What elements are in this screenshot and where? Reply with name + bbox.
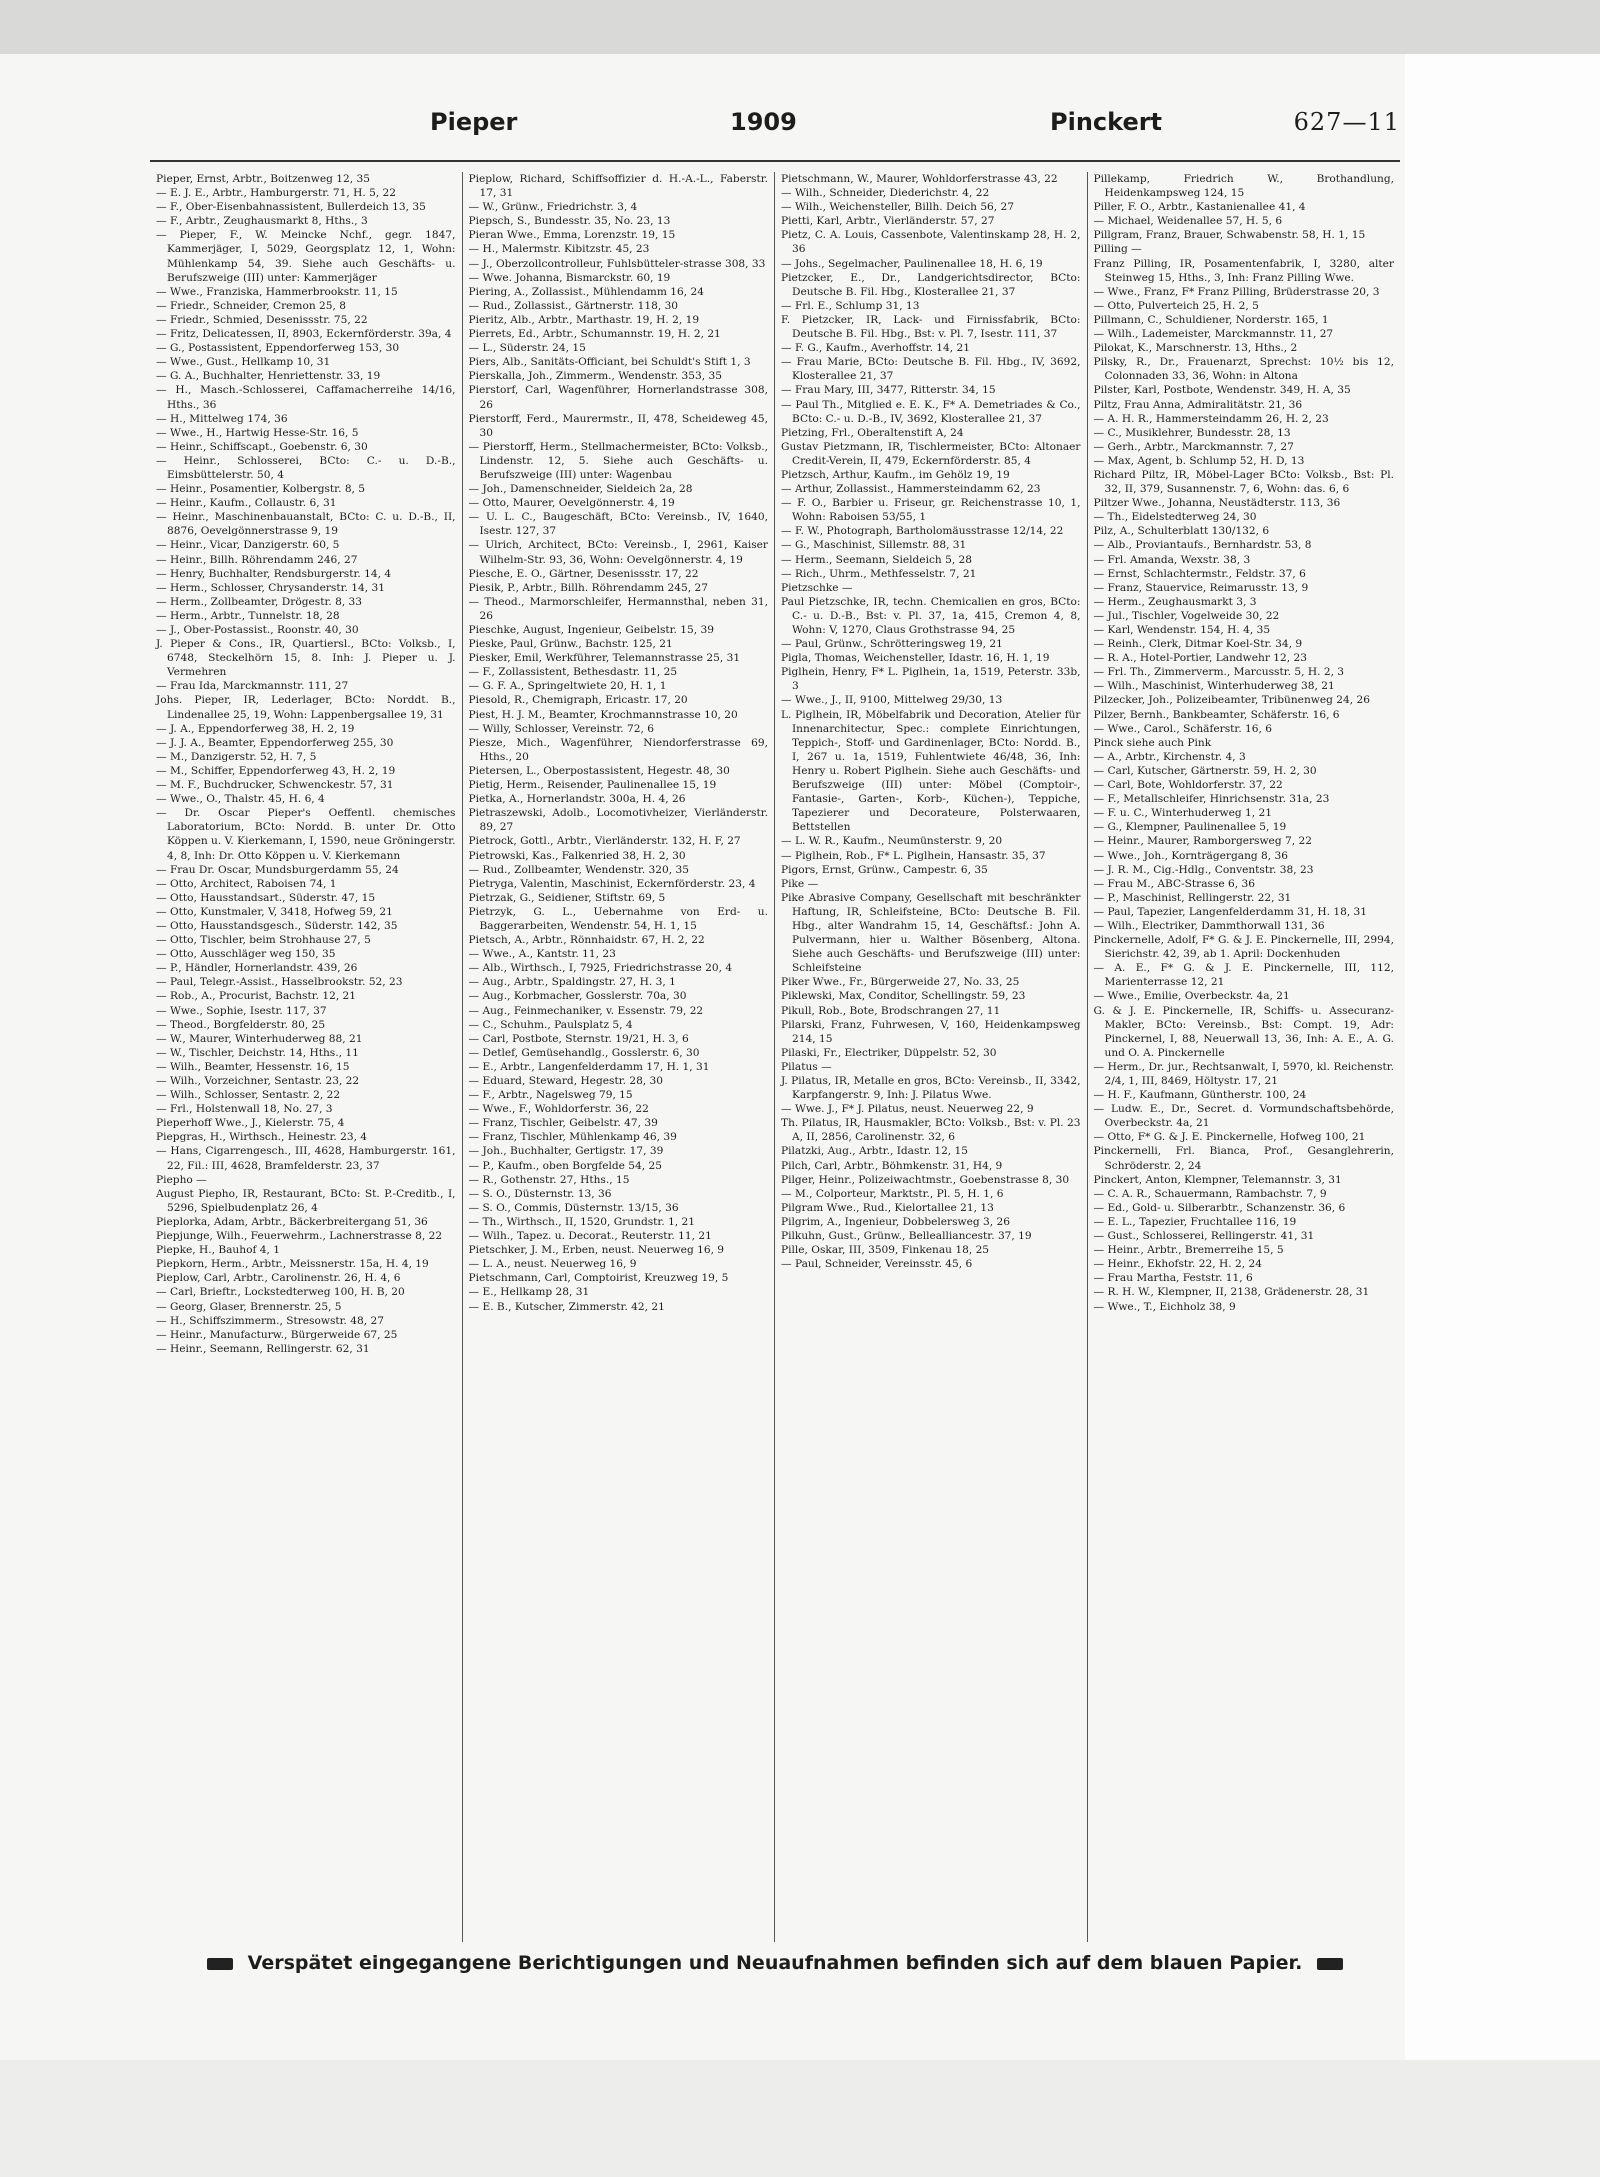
directory-entry: — Wwe. Johanna, Bismarckstr. 60, 19 (468, 271, 671, 284)
directory-entry: — Heinr., Arbtr., Bremerreihe 15, 5 (1093, 1244, 1284, 1257)
directory-entry: — Friedr., Schneider, Cremon 25, 8 (156, 299, 347, 312)
directory-entry: — Herm., Dr. jur., Rechtsanwalt, I, 5970, kl. Reichenstr. 2/4, 1, III, 8469, Höltystr. 17, 21 (1093, 1060, 1394, 1087)
directory-entry: Piesik, P., Arbtr., Billh. Röhrendamm 245, 27 (468, 581, 708, 594)
directory-entry: Pietrzak, G., Seidiener, Stiftstr. 69, 5 (468, 891, 666, 904)
directory-entry: — Theod., Borgfelderstr. 80, 25 (156, 1018, 326, 1031)
directory-entry: — Frl. Th., Zimmerverm., Marcusstr. 5, H. 2, 3 (1093, 666, 1345, 679)
directory-entry: — C., Schuhm., Paulsplatz 5, 4 (468, 1018, 633, 1031)
directory-entry: Pietzsch, Arthur, Kaufm., im Gehölz 19, 19 (781, 468, 1010, 481)
directory-entry: Pietig, Herm., Reisender, Paulinenallee 15, 19 (468, 779, 717, 792)
directory-entry: — F. u. C., Winterhuderweg 1, 21 (1093, 807, 1272, 820)
directory-entry: Pilster, Karl, Postbote, Wendenstr. 349, H. A, 35 (1093, 384, 1351, 397)
directory-entry: — Carl, Postbote, Sternstr. 19/21, H. 3, 6 (468, 1032, 689, 1045)
directory-entry: Pierstorff, Ferd., Maurermstr., II, 478, Scheideweg 45, 30 (468, 412, 768, 439)
directory-entry: — Carl, Brieftr., Lockstedterweg 100, H. B, 20 (156, 1286, 405, 1299)
directory-entry: — Rud., Zollassist., Gärtnerstr. 118, 30 (468, 299, 679, 312)
footer-notice (190, 1952, 1360, 1982)
directory-entry: — W., Maurer, Winterhuderweg 88, 21 (156, 1032, 363, 1045)
directory-entry: — Detlef, Gemüsehandlg., Gosslerstr. 6, 30 (468, 1046, 700, 1059)
directory-entry: — Gerh., Arbtr., Marckmannstr. 7, 27 (1093, 440, 1294, 453)
directory-entry: Pilling — (1093, 243, 1142, 256)
directory-entry: — Otto, Architect, Raboisen 74, 1 (156, 877, 337, 890)
directory-entry: — R. H. W., Klempner, II, 2138, Grädenerstr. 28, 31 (1093, 1286, 1370, 1299)
directory-entry: Pillgram, Franz, Brauer, Schwabenstr. 58, H. 1, 15 (1093, 229, 1366, 242)
directory-entry: L. Piglhein, IR, Möbelfabrik und Decoration, Atelier für Innenarchitectur, Spec.: complete Einrichtungen, Teppich-, Stoff- und Gardinenlager, BCto: Nordd. B., I, 267 u. 1a, 1519, Fuhlentwiete 46/48, 36, Inh: Henry u. Robert Piglhein. Siehe auch Geschäfts- und Berufszweige (III) unter: Möbel (Comptoir-, Fantasie-, Garten-, Korb-, Küchen-), Teppiche, Tapezierer und Decorateure, Polsterwaaren, Bettstellen (781, 708, 1081, 834)
directory-entry: Piepsch, S., Bundesstr. 35, No. 23, 13 (468, 215, 671, 228)
directory-entry: — Ed., Gold- u. Silberarbtr., Schanzenstr. 36, 6 (1093, 1201, 1346, 1214)
directory-entry: — E., Arbtr., Langenfelderdamm 17, H. 1, 31 (468, 1060, 710, 1073)
directory-entry: — Rob., A., Procurist, Bachstr. 12, 21 (156, 990, 357, 1003)
directory-entry: Pietraszewski, Adolb., Locomotivheizer, Vierländerstr. 89, 27 (468, 807, 768, 834)
directory-entry: Pilaski, Fr., Electriker, Düppelstr. 52, 30 (781, 1046, 997, 1059)
directory-entry: — R., Gothenstr. 27, Hths., 15 (468, 1173, 630, 1186)
directory-entry: Pietrock, Gottl., Arbtr., Vierländerstr. 132, H. F, 27 (468, 835, 741, 848)
directory-entry: Pieperhoff Wwe., J., Kielerstr. 75, 4 (156, 1117, 345, 1130)
directory-entry: — U. L. C., Baugeschäft, BCto: Vereinsb., IV, 1640, Isestr. 127, 37 (468, 511, 768, 538)
directory-entry: Piepho — (156, 1173, 207, 1186)
directory-entry: Piepke, H., Bauhof 4, 1 (156, 1244, 280, 1257)
header-last-name: Pinckert (1050, 108, 1163, 136)
directory-entry: — Theod., Marmorschleifer, Hermannsthal, neben 31, 26 (468, 595, 768, 622)
directory-entry: — Wwe., Franziska, Hammerbrookstr. 11, 15 (156, 285, 398, 298)
directory-entry: — R. A., Hotel-Portier, Landwehr 12, 23 (1093, 652, 1307, 665)
directory-entry: — F., Zollassistent, Bethesdastr. 11, 25 (468, 666, 678, 679)
directory-entry: — Otto, Hausstandsgesch., Süderstr. 142, 35 (156, 919, 398, 932)
directory-entry: — A. E., F* G. & J. E. Pinckernelle, III, 112, Marienterrasse 12, 21 (1093, 962, 1394, 989)
directory-entry: — Johs., Segelmacher, Paulinenallee 18, H. 6, 19 (781, 257, 1043, 270)
directory-entry: Pilgram Wwe., Rud., Kielortallee 21, 13 (781, 1201, 994, 1214)
directory-entry: Franz Pilling, IR, Posamentenfabrik, I, 3280, alter Steinweg 15, Hths., 3, Inh: Franz Pilling Wwe. (1093, 257, 1394, 284)
directory-entry: Johs. Pieper, IR, Lederlager, BCto: Norddt. B., Lindenallee 25, 19, Wohn: Lappenbergsallee 19, 31 (156, 694, 456, 721)
directory-entry: Pike — (781, 877, 819, 890)
directory-entry: — C., Musiklehrer, Bundesstr. 28, 13 (1093, 426, 1291, 439)
directory-entry: Piers, Alb., Sanitäts-Officiant, bei Schuldt's Stift 1, 3 (468, 356, 751, 369)
directory-entry: — Herm., Seemann, Sieldeich 5, 28 (781, 553, 973, 566)
directory-entry: Pilatus — (781, 1060, 832, 1073)
directory-entry: — H., Masch.-Schlosserei, Caffamacherreihe 14/16, Hths., 36 (156, 384, 456, 411)
column-2 (463, 172, 776, 1942)
directory-entry: — Otto, Ausschläger weg 150, 35 (156, 948, 336, 961)
directory-entry: — Eduard, Steward, Hegestr. 28, 30 (468, 1075, 664, 1087)
directory-entry: — J., Oberzollcontrolleur, Fuhlsbütteler-strasse 308, 33 (468, 257, 766, 270)
directory-entry: — M., Colporteur, Marktstr., Pl. 5, H. 1, 6 (781, 1187, 1004, 1200)
directory-entry: — Franz, Tischler, Geibelstr. 47, 39 (468, 1117, 658, 1130)
directory-entry: — Pieper, F., W. Meincke Nchf., gegr. 1847, Kammerjäger, I, 5029, Georgsplatz 12, 1, Wohn: Mühlenkamp 54, 39. Siehe auch Geschäfts- u. Berufszweige (III) unter: Kammerjäger (156, 229, 456, 284)
pointing-hand-icon (1317, 1958, 1343, 1970)
directory-entry: — Herm., Arbtr., Tunnelstr. 18, 28 (156, 609, 340, 622)
footer-text: Verspätet eingegangene Berichtigungen und Neuaufnahmen befinden sich auf dem blauen Papier. (247, 1952, 1303, 1974)
directory-entry: — F. G., Kaufm., Averhoffstr. 14, 21 (781, 342, 970, 355)
directory-entry: Piglhein, Henry, F* L. Piglhein, 1a, 1519, Peterstr. 33b, 3 (781, 666, 1081, 693)
directory-entry: Pinckernelli, Frl. Bianca, Prof., Gesanglehrerin, Schröderstr. 2, 24 (1093, 1145, 1394, 1172)
directory-entry: — J. R. M., Cig.-Hdlg., Conventstr. 38, 23 (1093, 863, 1314, 876)
directory-entry: — Friedr., Schmied, Desenissstr. 75, 22 (156, 313, 368, 326)
directory-entry: — H., Schiffszimmerm., Stresowstr. 48, 27 (156, 1314, 384, 1327)
directory-entry: J. Pilatus, IR, Metalle en gros, BCto: Vereinsb., II, 3342, Karpfangerstr. 9, Inh: J. Pilatus Wwe. (781, 1075, 1081, 1102)
directory-entry: — Wwe., Gust., Hellkamp 10, 31 (156, 356, 331, 369)
directory-entry: Pieplow, Richard, Schiffsoffizier d. H.-A.-L., Faberstr. 17, 31 (468, 173, 768, 200)
directory-entry: — P., Maschinist, Rellingerstr. 22, 31 (1093, 891, 1292, 904)
directory-entry: — Heinr., Maschinenbauanstalt, BCto: C. u. D.-B., II, 8876, Oevelgönnerstrasse 9, 19 (156, 511, 456, 538)
directory-entry: — Wwe., Emilie, Overbeckstr. 4a, 21 (1093, 990, 1290, 1003)
directory-entry: — Willy, Schlosser, Vereinstr. 72, 6 (468, 722, 654, 735)
directory-entry: — Heinr., Posamentier, Kolbergstr. 8, 5 (156, 483, 366, 496)
directory-entry: — Frl. Amanda, Wexstr. 38, 3 (1093, 553, 1251, 566)
directory-entry: — Pierstorff, Herm., Stellmachermeister, BCto: Volksb., Lindenstr. 12, 5. Siehe auch Geschäfts- u. Berufszweige (III) unter: Wagenbau (468, 440, 768, 481)
pointing-hand-icon (207, 1958, 233, 1970)
directory-entry: Pillmann, C., Schuldiener, Norderstr. 165, 1 (1093, 313, 1329, 326)
directory-entry: — Frau Marie, BCto: Deutsche B. Fil. Hbg., IV, 3692, Klosterallee 21, 37 (781, 356, 1081, 383)
directory-entry: — G., Postassistent, Eppendorferweg 153, 30 (156, 342, 400, 355)
directory-entry: — F., Metallschleifer, Hinrichsenstr. 31a, 23 (1093, 793, 1330, 806)
directory-entry: — J. J. A., Beamter, Eppendorferweg 255, 30 (156, 736, 394, 749)
directory-entry: — Heinr., Maurer, Ramborgersweg 7, 22 (1093, 835, 1312, 848)
directory-entry: — Wilh., Tapez. u. Decorat., Reuterstr. 11, 21 (468, 1230, 712, 1243)
directory-entry: Pietrowski, Kas., Falkenried 38, H. 2, 30 (468, 849, 686, 862)
directory-entry: — G., Klempner, Paulinenallee 5, 19 (1093, 821, 1287, 834)
directory-entry: — S. O., Düsternstr. 13, 36 (468, 1187, 612, 1200)
directory-entry: — Reinh., Clerk, Ditmar Koel-Str. 34, 9 (1093, 638, 1303, 651)
directory-entry: Pinckernelle, Adolf, F* G. & J. E. Pinckernelle, III, 2994, Sierichstr. 42, 39, ab 1. April: Dockenhuden (1093, 934, 1394, 961)
directory-entry: — Otto, F* G. & J. E. Pinckernelle, Hofweg 100, 21 (1093, 1131, 1366, 1144)
directory-entry: — Wwe., T., Eichholz 38, 9 (1093, 1300, 1236, 1313)
directory-entry: — H. F., Kaufmann, Güntherstr. 100, 24 (1093, 1089, 1307, 1102)
directory-entry: — A., Arbtr., Kirchenstr. 4, 3 (1093, 750, 1246, 763)
directory-entry: — Wilh., Maschinist, Winterhuderweg 38, 21 (1093, 680, 1335, 693)
directory-entry: — Herm., Zollbeamter, Drögestr. 8, 33 (156, 595, 363, 608)
directory-entry: — Wwe., Joh., Kornträgergang 8, 36 (1093, 849, 1289, 862)
directory-entry: — Franz, Tischler, Mühlenkamp 46, 39 (468, 1131, 677, 1144)
directory-entry: Pigla, Thomas, Weichensteller, Idastr. 16, H. 1, 19 (781, 652, 1050, 665)
directory-entry: — Paul, Tapezier, Langenfelderdamm 31, H. 18, 31 (1093, 905, 1368, 918)
directory-entry: — Th., Wirthsch., II, 1520, Grundstr. 1, 21 (468, 1215, 696, 1228)
directory-entry: — Paul, Telegr.-Assist., Hasselbrookstr. 52, 23 (156, 976, 403, 989)
directory-entry: — F., Ober-Eisenbahnassistent, Bullerdeich 13, 35 (156, 201, 426, 214)
directory-entry: Piepjunge, Wilh., Feuerwehrm., Lachnerstrasse 8, 22 (156, 1230, 443, 1243)
directory-entry: August Piepho, IR, Restaurant, BCto: St. P.-Creditb., I, 5296, Spielbudenplatz 26, 4 (156, 1187, 456, 1214)
directory-entry: — H., Malermstr. Kibitzstr. 45, 23 (468, 243, 650, 256)
directory-entry: — G., Maschinist, Sillemstr. 88, 31 (781, 539, 967, 552)
directory-entry: — Michael, Weidenallee 57, H. 5, 6 (1093, 215, 1283, 228)
directory-entry: — Wilh., Schlosser, Sentastr. 2, 22 (156, 1089, 341, 1102)
directory-entry: Pillekamp, Friedrich W., Brothandlung, Heidenkampsweg 124, 15 (1093, 173, 1394, 200)
directory-entry: — F., Arbtr., Zeughausmarkt 8, Hths., 3 (156, 215, 368, 228)
directory-entry: — Joh., Damenschneider, Sieldeich 2a, 28 (468, 483, 693, 496)
directory-entry: — Gust., Schlosserei, Rellingerstr. 41, 31 (1093, 1230, 1315, 1243)
directory-entry: Pilger, Heinr., Polizeiwachtmstr., Goebenstrasse 8, 30 (781, 1173, 1070, 1186)
directory-entry: — Otto, Maurer, Oevelgönnerstr. 4, 19 (468, 497, 675, 510)
directory-entry: Piltzer Wwe., Johanna, Neustädterstr. 113, 36 (1093, 497, 1341, 510)
directory-entry: Richard Piltz, IR, Möbel-Lager BCto: Volksb., Bst: Pl. 32, II, 379, Susannenstr. 7, 6, Wohn: das. 6, 6 (1093, 468, 1394, 496)
directory-entry: — Heinr., Vicar, Danzigerstr. 60, 5 (156, 539, 340, 552)
directory-entry: — Arthur, Zollassist., Hammersteindamm 62, 23 (781, 483, 1041, 496)
directory-entry: — P., Händler, Hornerlandstr. 439, 26 (156, 962, 358, 975)
directory-entry: Pieplorka, Adam, Arbtr., Bäckerbreitergang 51, 36 (156, 1215, 428, 1228)
directory-entry: — Wilh., Electriker, Dammthorwall 131, 36 (1093, 919, 1325, 932)
directory-entry: Pietersen, L., Oberpostassistent, Hegestr. 48, 30 (468, 764, 730, 777)
directory-entry: Pierrets, Ed., Arbtr., Schumannstr. 19, H. 2, 21 (468, 328, 721, 341)
directory-entry: — F. W., Photograph, Bartholomäusstrasse 12/14, 22 (781, 525, 1064, 538)
directory-entry: — F. O., Barbier u. Friseur, gr. Reichenstrasse 10, 1, Wohn: Raboisen 53/55, 1 (781, 497, 1081, 524)
directory-entry: — Joh., Buchhalter, Gertigstr. 17, 39 (468, 1145, 664, 1158)
directory-entry: Pieplow, Carl, Arbtr., Carolinenstr. 26, H. 4, 6 (156, 1272, 401, 1285)
directory-entry: — F., Arbtr., Nagelsweg 79, 15 (468, 1089, 633, 1102)
header-year: 1909 (730, 108, 797, 136)
directory-entry: Pieritz, Alb., Arbtr., Marthastr. 19, H. 2, 19 (468, 313, 700, 326)
directory-entry: — J. A., Eppendorferweg 38, H. 2, 19 (156, 722, 355, 735)
directory-entry: Pietzschke — (781, 581, 853, 594)
directory-entry: Pieschke, August, Ingenieur, Geibelstr. 15, 39 (468, 624, 714, 636)
directory-entry: — W., Grünw., Friedrichstr. 3, 4 (468, 201, 638, 214)
directory-entry: — Franz, Stauervice, Reimarusstr. 13, 9 (1093, 581, 1309, 594)
directory-page (150, 100, 1400, 2000)
directory-entry: — Otto, Pulverteich 25, H. 2, 5 (1093, 299, 1259, 312)
directory-entry: — Heinr., Manufacturw., Bürgerweide 67, 25 (156, 1328, 398, 1341)
directory-entry: — L., Süderstr. 24, 15 (468, 342, 586, 355)
directory-entry: — Henry, Buchhalter, Rendsburgerstr. 14, 4 (156, 567, 392, 580)
directory-entry: — S. O., Commis, Düsternstr. 13/15, 36 (468, 1201, 679, 1214)
directory-entry: Pietka, A., Hornerlandstr. 300a, H. 4, 26 (468, 793, 686, 806)
directory-entry: Pinck siehe auch Pink (1093, 736, 1212, 749)
directory-entry: — H., Mittelweg 174, 36 (156, 412, 288, 425)
directory-entry: — Frl., Holstenwall 18, No. 27, 3 (156, 1103, 333, 1116)
directory-entry: Pike Abrasive Company, Gesellschaft mit beschränkter Haftung, IR, Schleifsteine, BCto: Deutsche B. Fil. Hbg., alter Wandrahm 15, 14, Geschäftsf.: John A. Pulvermann, hier u. Walther Bösenberg, Altona. Siehe auch Geschäfts- und Berufszweige (III) unter: Schleifsteine (781, 891, 1081, 975)
directory-entry: Paul Pietzschke, IR, techn. Chemicalien en gros, BCto: C.- u. D.-B., Bst: v. Pl. 37, 1a, 415, Cremon 4, 8, Wohn: V, 1270, Claus Grothstrasse 94, 25 (781, 595, 1081, 636)
column-4 (1088, 172, 1401, 1942)
directory-entry: — Paul Th., Mitglied e. E. K., F* A. Demetriades & Co., BCto: C.- u. D.-B., IV, 3692, Klosterallee 21, 37 (781, 398, 1081, 425)
directory-entry: — W., Tischler, Deichstr. 14, Hths., 11 (156, 1046, 359, 1059)
directory-entry: Gustav Pietzmann, IR, Tischlermeister, BCto: Altonaer Credit-Verein, II, 479, Eckernförderstr. 85, 4 (781, 440, 1081, 467)
directory-entry: — Karl, Wendenstr. 154, H. 4, 35 (1093, 624, 1271, 636)
directory-entry: — Max, Agent, b. Schlump 52, H. D, 13 (1093, 454, 1305, 467)
directory-entry: — Frau Ida, Marckmannstr. 111, 27 (156, 680, 349, 693)
directory-entry: Pietsch, A., Arbtr., Rönnhaidstr. 67, H. 2, 22 (468, 934, 705, 947)
directory-entry: J. Pieper & Cons., IR, Quartiersl., BCto: Volksb., I, 6748, Steckelhörn 15, 8. Inh: J. Pieper u. J. Vermehren (156, 638, 456, 679)
directory-entry: Pietschker, J. M., Erben, neust. Neuerweg 16, 9 (468, 1244, 725, 1257)
directory-entry: Piest, H. J. M., Beamter, Krochmannstrasse 10, 20 (468, 708, 738, 721)
directory-entry: — Aug., Arbtr., Spaldingstr. 27, H. 3, 1 (468, 976, 676, 989)
directory-entry: Pilch, Carl, Arbtr., Böhmkenstr. 31, H4, 9 (781, 1159, 1003, 1172)
directory-entry: — Carl, Bote, Wohldorferstr. 37, 22 (1093, 779, 1283, 792)
directory-entry: — Heinr., Schlosserei, BCto: C.- u. D.-B., Eimsbüttelerstr. 50, 4 (156, 454, 456, 481)
directory-entry: G. & J. E. Pinckernelle, IR, Schiffs- u. Assecuranz-Makler, BCto: Vereinsb., Bst: Compt. 19, Adr: Pinckernel, I, 88, Neuerwall 13, 36, Inh: A. E., A. G. und O. A. Pinckernelle (1093, 1004, 1394, 1059)
directory-entry: Pietschmann, Carl, Comptoirist, Kreuzweg 19, 5 (468, 1272, 729, 1285)
directory-entry: Pilkuhn, Gust., Grünw., Bellealliancestr. 37, 19 (781, 1230, 1032, 1243)
directory-entry: Pilatzki, Aug., Arbtr., Idastr. 12, 15 (781, 1145, 969, 1158)
directory-entry: — Heinr., Seemann, Rellingerstr. 62, 31 (156, 1342, 370, 1355)
directory-entry: — Frau Mary, III, 3477, Ritterstr. 34, 15 (781, 384, 996, 397)
directory-entry: — Otto, Hausstandsart., Süderstr. 47, 15 (156, 891, 376, 904)
directory-entry: — Heinr., Ekhofstr. 22, H. 2, 24 (1093, 1258, 1262, 1271)
header-first-name: Pieper (430, 108, 518, 136)
directory-entry: — Piglhein, Rob., F* L. Piglhein, Hansastr. 35, 37 (781, 849, 1046, 862)
directory-entry: — Heinr., Kaufm., Collaustr. 6, 31 (156, 497, 337, 510)
directory-entry: — E. L., Tapezier, Fruchtallee 116, 19 (1093, 1215, 1297, 1228)
entry-columns (150, 172, 1400, 1942)
directory-entry: — Wwe., O., Thalstr. 45, H. 6, 4 (156, 793, 325, 806)
directory-entry: Piltz, Frau Anna, Admiralitätstr. 21, 36 (1093, 398, 1303, 411)
directory-entry: — Heinr., Schiffscapt., Goebenstr. 6, 30 (156, 440, 368, 453)
directory-entry: — Wwe., Franz, F* Franz Pilling, Brüderstrasse 20, 3 (1093, 285, 1380, 298)
directory-entry: — Rud., Zollbeamter, Wendenstr. 320, 35 (468, 863, 689, 876)
directory-entry: Pinckert, Anton, Klempner, Telemannstr. 3, 31 (1093, 1173, 1342, 1186)
directory-entry: Pilsky, R., Dr., Frauenarzt, Sprechst: 10½ bis 12, Colonnaden 33, 36, Wohn: in Altona (1093, 356, 1394, 383)
directory-entry: Piepkorn, Herm., Arbtr., Meissnerstr. 15a, H. 4, 19 (156, 1258, 429, 1271)
directory-entry: — Heinr., Billh. Röhrendamm 246, 27 (156, 553, 358, 566)
directory-entry: Pietti, Karl, Arbtr., Vierländerstr. 57, 27 (781, 215, 995, 228)
directory-entry: — Frl. E., Schlump 31, 13 (781, 299, 920, 312)
directory-entry: Pilzer, Bernh., Bankbeamter, Schäferstr. 16, 6 (1093, 708, 1340, 721)
directory-entry: Pietrzyk, G. L., Uebernahme von Erd- u. Baggerarbeiten, Wendenstr. 54, H. 1, 15 (468, 905, 768, 932)
directory-entry: — C. A. R., Schauermann, Rambachstr. 7, 9 (1093, 1187, 1327, 1200)
directory-entry: — E. J. E., Arbtr., Hamburgerstr. 71, H. 5, 22 (156, 187, 397, 200)
directory-entry: Pilarski, Franz, Fuhrwesen, V, 160, Heidenkampsweg 214, 15 (781, 1018, 1081, 1045)
directory-entry: Pikull, Rob., Bote, Brodschrangen 27, 11 (781, 1004, 1001, 1017)
directory-entry: — Jul., Tischler, Vogelweide 30, 22 (1093, 609, 1280, 622)
right-margin (1405, 54, 1600, 2060)
directory-entry: Pietschmann, W., Maurer, Wohldorferstrasse 43, 22 (781, 173, 1058, 185)
directory-entry: Piesker, Emil, Werkführer, Telemannstrasse 25, 31 (468, 652, 741, 665)
directory-entry: — Otto, Tischler, beim Strohhause 27, 5 (156, 934, 371, 947)
directory-entry: — Wilh., Vorzeichner, Sentastr. 23, 22 (156, 1075, 360, 1087)
directory-entry: — Herm., Zeughausmarkt 3, 3 (1093, 595, 1257, 608)
scan-bottom-edge (0, 2060, 1600, 2177)
directory-entry: — L. W. R., Kaufm., Neumünsterstr. 9, 20 (781, 835, 1003, 848)
directory-entry: — Alb., Wirthsch., I, 7925, Friedrichstrasse 20, 4 (468, 962, 733, 975)
directory-entry: — Ludw. E., Dr., Secret. d. Vormundschaftsbehörde, Overbeckstr. 4a, 21 (1093, 1103, 1394, 1130)
directory-entry: Pietzing, Frl., Oberaltenstift A, 24 (781, 426, 964, 439)
directory-entry: Pilzecker, Joh., Polizeibeamter, Tribünenweg 24, 26 (1093, 694, 1370, 707)
directory-entry: Pilz, A., Schulterblatt 130/132, 6 (1093, 525, 1270, 538)
directory-entry: — Georg, Glaser, Brennerstr. 25, 5 (156, 1300, 342, 1313)
directory-entry: Pietz, C. A. Louis, Cassenbote, Valentinskamp 28, H. 2, 36 (781, 229, 1081, 256)
directory-entry: — M., Schiffer, Eppendorferweg 43, H. 2, 19 (156, 764, 396, 777)
directory-entry: — Wwe., A., Kantstr. 11, 23 (468, 948, 616, 961)
directory-entry: — Frau Dr. Oscar, Mundsburgerdamm 55, 24 (156, 863, 399, 876)
directory-entry: — J., Ober-Postassist., Roonstr. 40, 30 (156, 624, 359, 636)
directory-entry: — Th., Eidelstedterweg 24, 30 (1093, 511, 1257, 524)
header-rule (150, 160, 1400, 162)
directory-entry: Pieske, Paul, Grünw., Bachstr. 125, 21 (468, 638, 673, 651)
directory-entry: — Paul, Grünw., Schrötteringsweg 19, 21 (781, 638, 1003, 651)
column-1 (150, 172, 463, 1942)
directory-entry: — Paul, Schneider, Vereinsstr. 45, 6 (781, 1258, 973, 1271)
directory-entry: — Wwe., Sophie, Isestr. 117, 37 (156, 1004, 327, 1017)
directory-entry: — Carl, Kutscher, Gärtnerstr. 59, H. 2, 30 (1093, 764, 1317, 777)
directory-entry: — Frau M., ABC-Strasse 6, 36 (1093, 877, 1256, 890)
directory-entry: Pietzcker, E., Dr., Landgerichtsdirector, BCto: Deutsche B. Fil. Hbg., Klosterallee 21, 37 (781, 271, 1081, 298)
directory-entry: — Otto, Kunstmaler, V, 3418, Hofweg 59, 21 (156, 905, 393, 918)
directory-entry: Piklewski, Max, Conditor, Schellingstr. 59, 23 (781, 990, 1026, 1003)
directory-entry: Piesche, E. O., Gärtner, Desenissstr. 17, 22 (468, 567, 699, 580)
page-number: 627—11 (1293, 108, 1400, 136)
directory-entry: Pierskalla, Joh., Zimmerm., Wendenstr. 353, 35 (468, 370, 722, 383)
directory-entry: — Ulrich, Architect, BCto: Vereinsb., I, 2961, Kaiser Wilhelm-Str. 93, 36, Wohn: Oevelgönnerstr. 4, 19 (468, 539, 768, 566)
directory-entry: — E. B., Kutscher, Zimmerstr. 42, 21 (468, 1300, 665, 1313)
directory-entry: Piesze, Mich., Wagenführer, Niendorferstrasse 69, Hths., 20 (468, 736, 768, 763)
directory-entry: — Wilh., Schneider, Diederichstr. 4, 22 (781, 187, 990, 200)
directory-entry: — G. F. A., Springeltwiete 20, H. 1, 1 (468, 680, 667, 693)
directory-entry: — Wilh., Weichensteller, Billh. Deich 56, 27 (781, 201, 1015, 214)
directory-entry: Piering, A., Zollassist., Mühlendamm 16, 24 (468, 285, 704, 298)
scan-top-edge (0, 0, 1600, 54)
directory-entry: Pilgrim, A., Ingenieur, Dobbelersweg 3, 26 (781, 1215, 1010, 1228)
directory-entry: Pierstorf, Carl, Wagenführer, Hornerlandstrasse 308, 26 (468, 384, 768, 411)
directory-entry: — Wwe., F., Wohldorferstr. 36, 22 (468, 1103, 649, 1116)
directory-entry: — Aug., Feinmechaniker, v. Essenstr. 79, 22 (468, 1004, 704, 1017)
directory-entry: Pilokat, K., Marschnerstr. 13, Hths., 2 (1093, 342, 1298, 355)
directory-entry: — L. A., neust. Neuerweg 16, 9 (468, 1258, 637, 1271)
directory-entry: — Wwe. J., F* J. Pilatus, neust. Neuerweg 22, 9 (781, 1103, 1034, 1116)
page-header (150, 108, 1400, 144)
directory-entry: Piker Wwe., Fr., Bürgerweide 27, No. 33, 25 (781, 976, 1020, 989)
directory-entry: F. Pietzcker, IR, Lack- und Firnissfabrik, BCto: Deutsche B. Fil. Hbg., Bst: v. Pl. 7, Isestr. 111, 37 (781, 313, 1081, 341)
directory-entry: — Wilh., Beamter, Hessenstr. 16, 15 (156, 1060, 350, 1073)
directory-entry: — Wwe., H., Hartwig Hesse-Str. 16, 5 (156, 426, 359, 439)
directory-entry: Pigors, Ernst, Grünw., Campestr. 6, 35 (781, 863, 988, 876)
directory-entry: Pille, Oskar, III, 3509, Finkenau 18, 25 (781, 1244, 990, 1257)
directory-entry: — E., Hellkamp 28, 31 (468, 1286, 590, 1299)
directory-entry: Pieper, Ernst, Arbtr., Boitzenweg 12, 35 (156, 173, 370, 185)
directory-entry: Piller, F. O., Arbtr., Kastanienallee 41, 4 (1093, 201, 1306, 214)
directory-entry: Pietryga, Valentin, Maschinist, Eckernförderstr. 23, 4 (468, 877, 756, 890)
directory-entry: — Wwe., Carol., Schäferstr. 16, 6 (1093, 722, 1273, 735)
directory-entry: — Hans, Cigarrengesch., III, 4628, Hamburgerstr. 161, 22, Fil.: III, 4628, Bramfelderstr. 23, 37 (156, 1145, 456, 1172)
directory-entry: — G. A., Buchhalter, Henriettenstr. 33, 19 (156, 370, 381, 383)
directory-entry: — Alb., Proviantaufs., Bernhardstr. 53, 8 (1093, 539, 1312, 552)
directory-entry: — Wilh., Lademeister, Marckmannstr. 11, 27 (1093, 328, 1334, 341)
directory-entry: — Ernst, Schlachtermstr., Feldstr. 37, 6 (1093, 567, 1306, 580)
directory-entry: — Rich., Uhrm., Methfesselstr. 7, 21 (781, 567, 977, 580)
directory-entry: Piesold, R., Chemigraph, Ericastr. 17, 20 (468, 694, 688, 707)
directory-entry: Piepgras, H., Wirthsch., Heinestr. 23, 4 (156, 1131, 368, 1144)
directory-entry: Pieran Wwe., Emma, Lorenzstr. 19, 15 (468, 229, 676, 242)
directory-entry: Th. Pilatus, IR, Hausmakler, BCto: Volksb., Bst: v. Pl. 23 A, II, 2856, Carolinenstr. 32, 6 (781, 1117, 1081, 1144)
directory-entry: — M., Danzigerstr. 52, H. 7, 5 (156, 750, 317, 763)
directory-entry: — M. F., Buchdrucker, Schwenckestr. 57, 31 (156, 779, 394, 792)
directory-entry: — Fritz, Delicatessen, II, 8903, Eckernförderstr. 39a, 4 (156, 328, 452, 341)
directory-entry: — P., Kaufm., oben Borgfelde 54, 25 (468, 1159, 662, 1172)
directory-entry: — Aug., Korbmacher, Gosslerstr. 70a, 30 (468, 990, 687, 1003)
directory-entry: — Dr. Oscar Pieper's Oeffentl. chemisches Laboratorium, BCto: Nordd. B. unter Dr. Otto Köppen u. V. Kierkemann, I, 1590, neue Gröningerstr. 4, 8, Inh: Dr. Otto Köppen u. V. Kierkemann (156, 807, 456, 862)
column-3 (775, 172, 1088, 1942)
directory-entry: — Frau Martha, Feststr. 11, 6 (1093, 1272, 1253, 1285)
directory-entry: — Herm., Schlosser, Chrysanderstr. 14, 31 (156, 581, 385, 594)
directory-entry: — Wwe., J., II, 9100, Mittelweg 29/30, 13 (781, 694, 1003, 707)
directory-entry: — A. H. R., Hammersteindamm 26, H. 2, 23 (1093, 412, 1329, 425)
